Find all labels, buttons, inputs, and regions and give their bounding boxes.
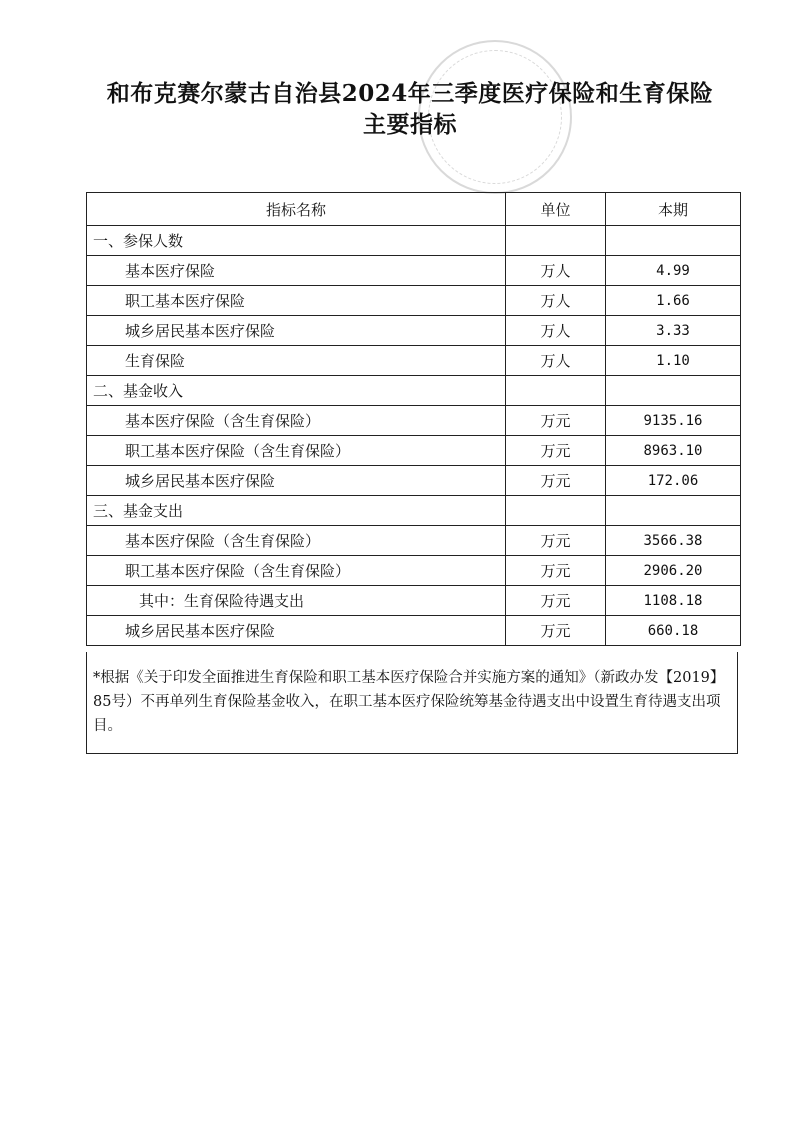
row-name: 职工基本医疗保险（含生育保险） — [87, 556, 506, 586]
table-row — [87, 256, 741, 286]
table-row — [87, 466, 741, 496]
table-row — [87, 616, 741, 646]
row-unit: 万元 — [506, 616, 606, 646]
row-name: 职工基本医疗保险（含生育保险） — [87, 436, 506, 466]
row-unit: 万元 — [506, 556, 606, 586]
table-row-section — [87, 376, 741, 406]
row-unit: 万元 — [506, 406, 606, 436]
row-unit — [506, 376, 606, 406]
row-name: 职工基本医疗保险 — [87, 286, 506, 316]
row-unit — [506, 226, 606, 256]
row-value: 172.06 — [606, 466, 741, 496]
row-name: 城乡居民基本医疗保险 — [87, 466, 506, 496]
row-unit: 万元 — [506, 436, 606, 466]
table-row — [87, 346, 741, 376]
row-value: 1.10 — [606, 346, 741, 376]
row-value: 4.99 — [606, 256, 741, 286]
row-name: 其中：生育保险待遇支出 — [87, 586, 506, 616]
column-header-name: 指标名称 — [87, 193, 506, 226]
footnote: *根据《关于印发全面推进生育保险和职工基本医疗保险合并实施方案的通知》（新政办发【2019】85号）不再单列生育保险基金收入，在职工基本医疗保险统筹基金待遇支出中设置生育待遇支出项目。 — [86, 652, 738, 754]
indicator-table — [86, 192, 741, 646]
column-header-unit: 单位 — [506, 193, 606, 226]
row-unit — [506, 496, 606, 526]
row-unit: 万人 — [506, 316, 606, 346]
table-row — [87, 556, 741, 586]
table-row — [87, 286, 741, 316]
row-value: 1.66 — [606, 286, 741, 316]
row-unit: 万元 — [506, 586, 606, 616]
row-value: 8963.10 — [606, 436, 741, 466]
row-name: 城乡居民基本医疗保险 — [87, 616, 506, 646]
row-unit: 万人 — [506, 286, 606, 316]
row-value: 3.33 — [606, 316, 741, 346]
row-value: 1108.18 — [606, 586, 741, 616]
row-value: 2906.20 — [606, 556, 741, 586]
row-name: 城乡居民基本医疗保险 — [87, 316, 506, 346]
row-value — [606, 376, 741, 406]
row-value: 3566.38 — [606, 526, 741, 556]
row-unit: 万元 — [506, 466, 606, 496]
row-name: 基本医疗保险（含生育保险） — [87, 526, 506, 556]
row-unit: 万人 — [506, 346, 606, 376]
column-header-value: 本期 — [606, 193, 741, 226]
row-name: 基本医疗保险 — [87, 256, 506, 286]
row-unit: 万人 — [506, 256, 606, 286]
table-row — [87, 586, 741, 616]
table-row — [87, 406, 741, 436]
row-name: 三、基金支出 — [87, 496, 506, 526]
row-value — [606, 226, 741, 256]
table-row-section — [87, 226, 741, 256]
table-row — [87, 526, 741, 556]
table-header-row — [87, 193, 741, 226]
document-title-line1: 和布克赛尔蒙古自治县2024年三季度医疗保险和生育保险 — [106, 80, 714, 107]
row-unit: 万元 — [506, 526, 606, 556]
row-value: 9135.16 — [606, 406, 741, 436]
row-value: 660.18 — [606, 616, 741, 646]
document-title-line2: 主要指标 — [363, 111, 457, 138]
row-name: 基本医疗保险（含生育保险） — [87, 406, 506, 436]
table-row — [87, 316, 741, 346]
row-value — [606, 496, 741, 526]
table-row-section — [87, 496, 741, 526]
row-name: 一、参保人数 — [87, 226, 506, 256]
row-name: 二、基金收入 — [87, 376, 506, 406]
row-name: 生育保险 — [87, 346, 506, 376]
table-row — [87, 436, 741, 466]
